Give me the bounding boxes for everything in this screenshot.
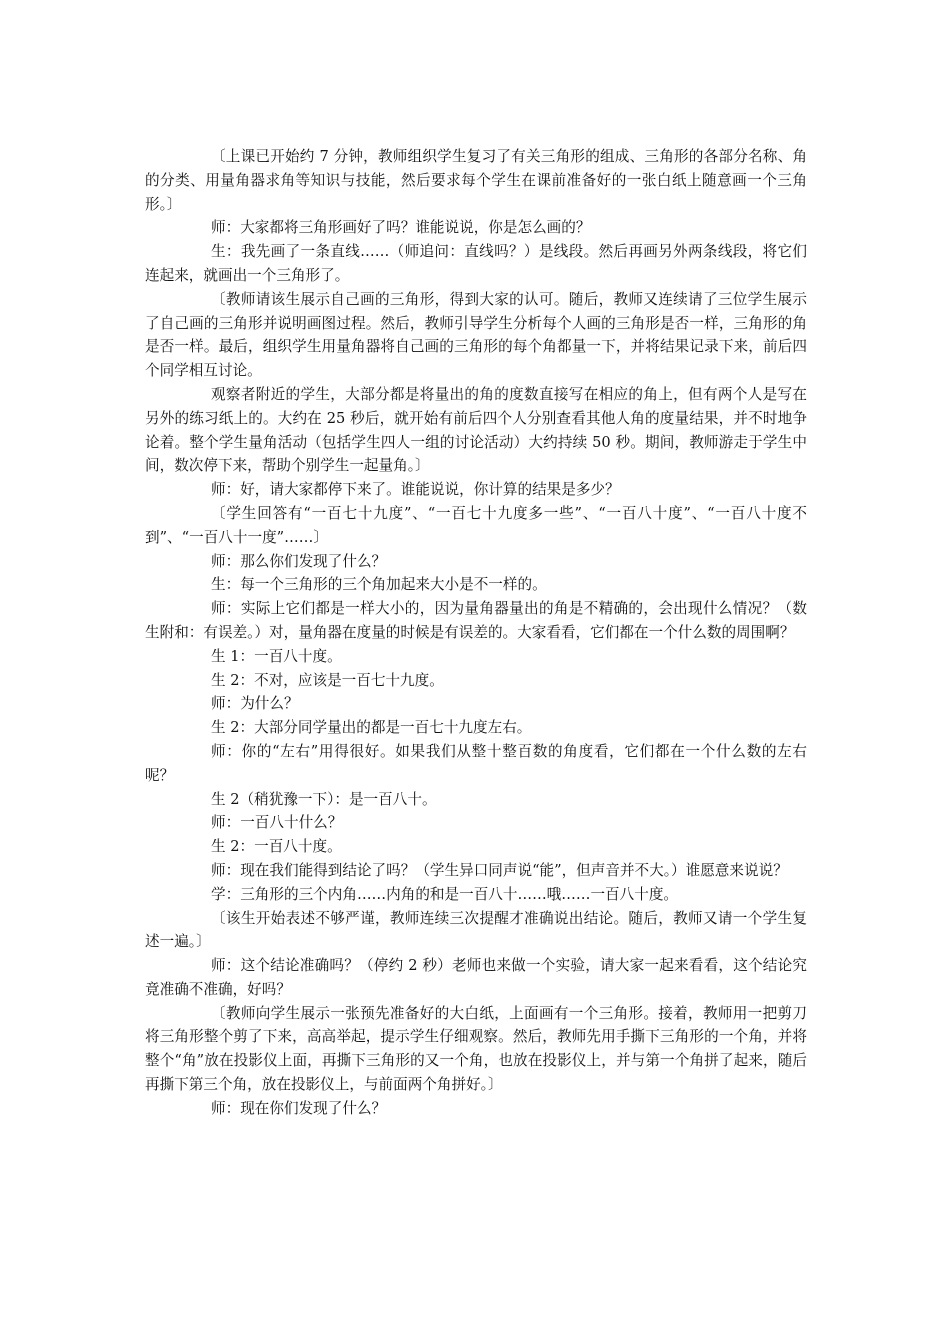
paragraph-student-answer-drawing: 生：我先画了一条直线……（师追问：直线吗？）是线段。然后再画另外两条线段，将它们连起来，就画出一个三角形了。 — [145, 243, 807, 284]
paragraph-teacher-what-found: 师：那么你们发现了什么？ — [211, 552, 387, 570]
paragraph-teacher-final-question: 师：现在你们发现了什么？ — [211, 1099, 387, 1117]
paragraph-teacher-conclusion: 师：现在我们能得到结论了吗？（学生异口同声说“能”，但声音并不大。）谁愿意来说说？ — [211, 861, 788, 879]
paragraph-lesson-context: 〔上课已开始约 7 分钟，教师组织学生复习了有关三角形的组成、三角形的各部分名称、角的分类、用量角器求角等知识与技能，然后要求每个学生在课前准备好的一张白纸上随意画一个三角形。〕 — [145, 148, 807, 213]
paragraph-teacher-why: 师：为什么？ — [211, 695, 299, 713]
paragraph-student2-180-degrees: 生 2：一百八十度。 — [211, 838, 342, 856]
paragraph-experiment-note: 〔教师向学生展示一张预先准备好的大白纸，上面画有一个三角形。接着，教师用一把剪刀将三角形整个剪了下来，高高举起，提示学生仔细观察。然后，教师先用手撕下三角形的一个角，并将整个“角”放在投影仪上面，再撕下三角形的又一个角，也放在投影仪上，并与第一个角拼了起来，随后再撕下第三个角，放在投影仪上，与前面两个角拼好。〕 — [145, 1004, 807, 1094]
paragraph-teacher-activity-note: 〔教师请该生展示自己画的三角形，得到大家的认可。随后，教师又连续请了三位学生展示了自己画的三角形并说明画图过程。然后，教师引导学生分析每个人画的三角形是否一样，三角形的角是否一样。最后，组织学生用量角器将自己画的三角形的每个角都量一下，并将结果记录下来，前后四个同学相互讨论。 — [145, 290, 807, 380]
paragraph-student2-hesitate: 生 2（稍犹豫一下）：是一百八十。 — [211, 790, 437, 808]
paragraph-student2-majority: 生 2：大部分同学量出的都是一百七十九度左右。 — [211, 719, 532, 737]
paragraph-teacher-around: 师：你的“左右”用得很好。如果我们从整十整百数的角度看，它们都在一个什么数的左右呢？ — [145, 742, 807, 784]
paragraph-teacher-error-explanation: 师：实际上它们都是一样大小的，因为量角器量出的角是不精确的，会出现什么情况？（数生附和：有误差。）对，量角器在度量的时候是有误差的。大家看看，它们都在一个什么数的周围啊？ — [145, 600, 807, 641]
paragraph-student-conclusion: 学：三角形的三个内角……内角的和是一百八十……哦……一百八十度。 — [211, 885, 679, 903]
paragraph-teacher-question-drawing: 师：大家都将三角形画好了吗？谁能说说，你是怎么画的？ — [211, 219, 591, 237]
paragraph-student2-179: 生 2：不对，应该是一百七十九度。 — [211, 671, 444, 689]
paragraph-observer-note: 观察者附近的学生，大部分都是将量出的角的度数直接写在相应的角上，但有两个人是写在另外的练习纸上的。大约在 25 秒后，就开始有前后四个人分别查看其他人角的度量结果，并不时地争论着。整个学生量角活动（包括学生四人一组的讨论活动）大约持续 50 秒。期间，教师游走于学生中间，数次停下来，帮助个别学生一起量角。〕 — [145, 385, 807, 475]
document-body — [145, 145, 807, 1121]
paragraph-student1-180: 生 1：一百八十度。 — [211, 647, 342, 665]
paragraph-student-not-same: 生：每一个三角形的三个角加起来大小是不一样的。 — [211, 576, 547, 594]
paragraph-rigor-note: 〔该生开始表述不够严谨，教师连续三次提醒才准确说出结论。随后，教师又请一个学生复述一遍。〕 — [145, 909, 807, 951]
paragraph-teacher-stop: 师：好，请大家都停下来了。谁能说说，你计算的结果是多少？ — [211, 481, 620, 499]
paragraph-teacher-180-what: 师：一百八十什么？ — [211, 814, 343, 832]
paragraph-teacher-experiment: 师：这个结论准确吗？（停约 2 秒）老师也来做一个实验，请大家一起来看看，这个结论究竟准确不准确，好吗？ — [145, 957, 807, 998]
paragraph-student-results-note: 〔学生回答有“一百七十九度”、“一百七十九度多一些”、“一百八十度”、“一百八十度不到”、“一百八十一度”……〕 — [145, 504, 807, 546]
